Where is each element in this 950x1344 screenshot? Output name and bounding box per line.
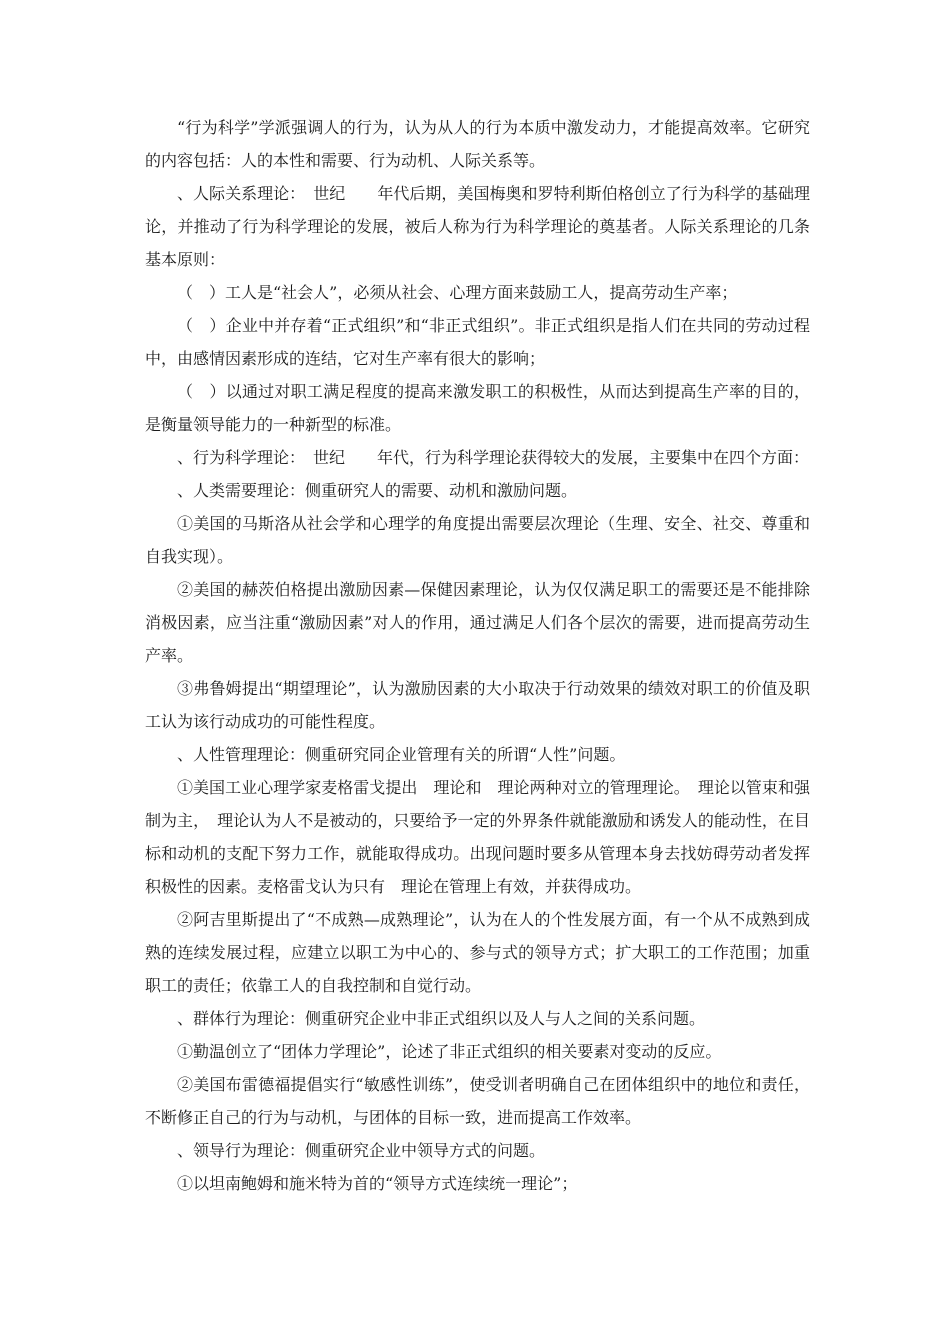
paragraph-vroom: ③弗鲁姆提出“期望理论”，认为激励因素的大小取决于行动效果的绩效对职工的价值及职工认为该行动成功的可能性程度。 [145,679,810,731]
paragraph-group-behavior-theory: 、群体行为理论：侧重研究企业中非正式组织以及人与人之间的关系问题。 [177,1009,706,1028]
paragraph-human-nature-theory: 、人性管理理论：侧重研究同企业管理有关的所谓“人性”问题。 [177,745,626,764]
paragraph-leadership-theory: 、领导行为理论：侧重研究企业中领导方式的问题。 [177,1141,546,1160]
paragraph-lewin: ①勤温创立了“团体力学理论”，论述了非正式组织的相关要素对变动的反应。 [177,1042,722,1061]
paragraph-argyris: ②阿吉里斯提出了“不成熟—成熟理论”，认为在人的个性发展方面，有一个从不成熟到成熟的连续发展过程，应建立以职工为中心的、参与式的领导方式；扩大职工的工作范围；加重职工的责任；依靠工人的自我控制和自觉行动。 [145,910,810,995]
paragraph-maslow: ①美国的马斯洛从社会学和心理学的角度提出需要层次理论（生理、安全、社交、尊重和自我实现）。 [145,514,810,566]
paragraph-human-needs-theory: 、人类需要理论：侧重研究人的需要、动机和激励问题。 [177,481,578,500]
paragraph-principle-1: （ ）工人是“社会人”，必须从社会、心理方面来鼓励工人，提高劳动生产率； [177,283,738,302]
paragraph-behavioral-science-intro: “行为科学”学派强调人的行为，认为从人的行为本质中激发动力，才能提高效率。它研究的内容包括：人的本性和需要、行为动机、人际关系等。 [145,118,810,170]
document-body [145,111,810,1200]
paragraph-herzberg: ②美国的赫茨伯格提出激励因素—保健因素理论，认为仅仅满足职工的需要还是不能排除消极因素，应当注重“激励因素”对人的作用，通过满足人们各个层次的需要，进而提高劳动生产率。 [145,580,810,665]
paragraph-human-relations-theory: 、人际关系理论： 世纪 年代后期，美国梅奥和罗特利斯伯格创立了行为科学的基础理论，并推动了行为科学理论的发展，被后人称为行为科学理论的奠基者。人际关系理论的几条基本原则： [145,184,810,269]
paragraph-principle-3: （ ）以通过对职工满足程度的提高来激发职工的积极性，从而达到提高生产率的目的，是衡量领导能力的一种新型的标准。 [145,382,810,434]
paragraph-principle-2: （ ）企业中并存着“正式组织”和“非正式组织”。非正式组织是指人们在共同的劳动过程中，由感情因素形成的连结，它对生产率有很大的影响； [145,316,810,368]
paragraph-bradford: ②美国布雷德福提倡实行“敏感性训练”，使受训者明确自己在团体组织中的地位和责任，不断修正自己的行为与动机，与团体的目标一致，进而提高工作效率。 [145,1075,810,1127]
paragraph-mcgregor: ①美国工业心理学家麦格雷戈提出 理论和 理论两种对立的管理理论。 理论以管束和强制为主， 理论认为人不是被动的，只要给予一定的外界条件就能激励和诱发人的能动性，在目标和动机的支配下努力工作，就能取得成功。出现问题时要多从管理本身去找妨碍劳动者发挥积极性的因素。麦格雷戈认为只有 理论在管理上有效，并获得成功。 [145,778,810,896]
paragraph-behavioral-science-theory: 、行为科学理论： 世纪 年代，行为科学理论获得较大的发展，主要集中在四个方面： [177,448,810,467]
paragraph-tannenbaum-schmidt: ①以坦南鲍姆和施米特为首的“领导方式连续统一理论”； [177,1174,578,1193]
